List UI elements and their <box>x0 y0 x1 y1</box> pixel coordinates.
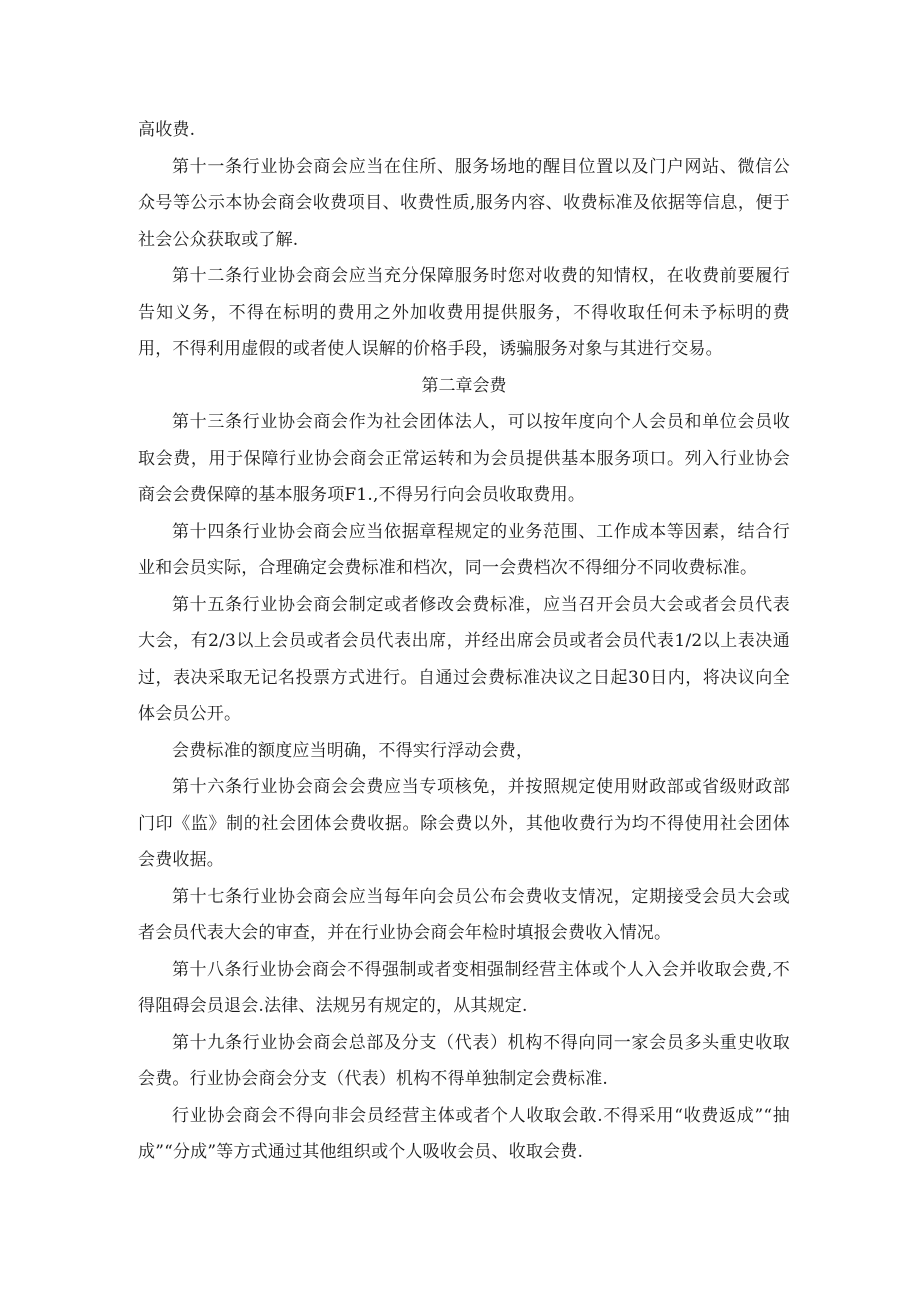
paragraph-continuation: 高收费. <box>138 120 196 140</box>
paragraph-article-16: 第十六条行业协会商会会费应当专项核免，并按照规定使用财政部或省级财政部门印《监》制的社会团体会费收据。除会费以外，其他收费行为均不得使用社会团体会费收据。 <box>138 777 790 870</box>
paragraph-article-18: 第十八条行业协会商会不得强制或者变相强制经营主体或个人入会并收取会费,不得阻碍会员退会.法律、法规另有规定的，从其规定. <box>138 959 790 1016</box>
paragraph-fee-amount: 会费标准的额度应当明确，不得实行浮动会费， <box>172 740 534 761</box>
document-body <box>138 112 790 1171</box>
paragraph-article-15: 第十五条行业协会商会制定或者修改会费标准，应当召开会员大会或者会员代表大会，有2/3以上会员或者会员代表出席，并经出席会员或者会员代表1/2以上表决通过，表决采取无记名投票方式进行。自通过会费标准决议之日起30日内，将决议向全体会员公开。 <box>138 594 790 724</box>
paragraph-non-member-fees: 行业协会商会不得向非会员经营主体或者个人收取会敢.不得采用“收费返成”“抽成”“分成”等方式通过其他组织或个人吸收会员、收取会费. <box>138 1105 790 1162</box>
paragraph-article-19: 第十九条行业协会商会总部及分支（代表）机构不得向同一家会员多头重史收取会费。行业协会商会分支（代表）机构不得单独制定会费标准. <box>138 1032 790 1089</box>
paragraph-article-12: 第十二条行业协会商会应当充分保障服务时您对收费的知情权，在收费前要履行告知义务，不得在标明的费用之外加收费用提供服务，不得收取任何未予标明的费用，不得利用虚假的或者使人误解的价格手段，诱骗服务对象与其进行交易。 <box>138 266 790 359</box>
chapter-heading: 第二章会费 <box>421 375 507 396</box>
paragraph-article-13: 第十三条行业协会商会作为社会团体法人，可以按年度向个人会员和单位会员收取会费，用于保障行业协会商会正常运转和为会员提供基本服务项口。列入行业协会商会会费保障的基本服务项F1.,不得另行向会员收取费用。 <box>138 412 790 505</box>
paragraph-article-11: 第十一条行业协会商会应当在住所、服务场地的醒目位置以及门户网站、微信公众号等公示本协会商会收费项目、收费性质,服务内容、收费标准及依据等信息，便于社会公众获取或了解. <box>138 156 790 250</box>
paragraph-article-17: 第十七条行业协会商会应当每年向会员公布会费收支情况，定期接受会员大会或者会员代表大会的审查，并在行业协会商会年检时填报会费收入情况。 <box>138 886 790 943</box>
paragraph-article-14: 第十四条行业协会商会应当依据章程规定的业务范围、工作成本等因素，结合行业和会员实际，合理确定会费标准和档次，同一会费档次不得细分不同收费标准。 <box>138 521 790 578</box>
